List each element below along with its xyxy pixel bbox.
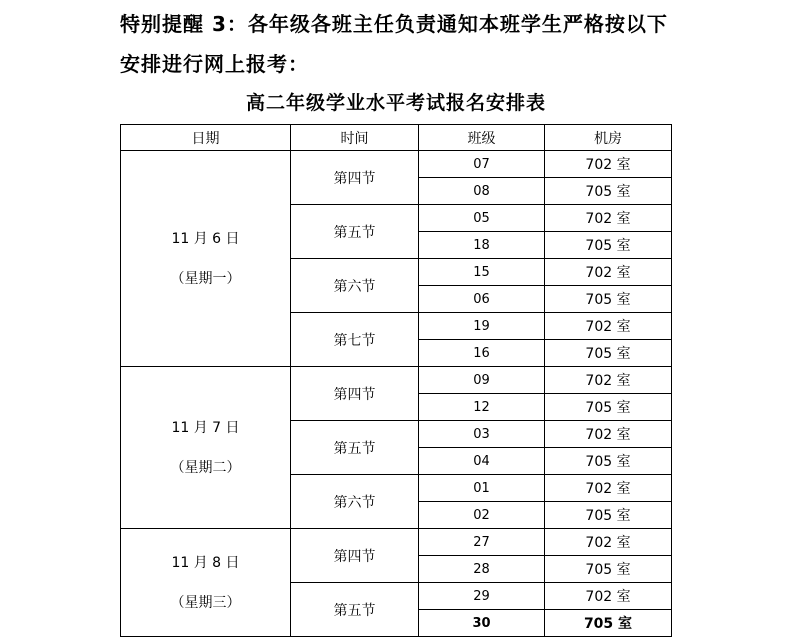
class-cell: 01 xyxy=(419,475,545,502)
class-cell: 18 xyxy=(419,232,545,259)
header-time: 时间 xyxy=(291,125,419,151)
room-cell: 705 室 xyxy=(545,610,672,637)
header-date: 日期 xyxy=(121,125,291,151)
room-cell: 705 室 xyxy=(545,502,672,529)
room-cell: 702 室 xyxy=(545,583,672,610)
period-cell: 第五节 xyxy=(291,421,419,475)
room-cell: 705 室 xyxy=(545,394,672,421)
table-row xyxy=(121,151,672,178)
class-cell: 12 xyxy=(419,394,545,421)
period-cell: 第四节 xyxy=(291,367,419,421)
class-cell: 04 xyxy=(419,448,545,475)
room-cell: 702 室 xyxy=(545,529,672,556)
room-cell: 702 室 xyxy=(545,313,672,340)
room-cell: 702 室 xyxy=(545,367,672,394)
period-cell: 第七节 xyxy=(291,313,419,367)
period-cell: 第六节 xyxy=(291,475,419,529)
room-cell: 702 室 xyxy=(545,259,672,286)
exam-schedule-table xyxy=(120,124,672,637)
date-cell xyxy=(121,151,291,367)
header-room: 机房 xyxy=(545,125,672,151)
room-cell: 705 室 xyxy=(545,178,672,205)
date-text: 11 月 6 日 xyxy=(171,230,240,247)
table-row xyxy=(121,529,672,556)
room-cell: 702 室 xyxy=(545,475,672,502)
notice-paragraph xyxy=(120,4,700,84)
class-cell: 08 xyxy=(419,178,545,205)
schedule-body xyxy=(121,151,672,637)
class-cell: 06 xyxy=(419,286,545,313)
class-cell: 02 xyxy=(419,502,545,529)
date-cell xyxy=(121,529,291,637)
class-cell: 07 xyxy=(419,151,545,178)
room-cell: 702 室 xyxy=(545,205,672,232)
date-text: 11 月 8 日 xyxy=(171,554,240,571)
period-cell: 第五节 xyxy=(291,205,419,259)
class-cell: 15 xyxy=(419,259,545,286)
class-cell: 30 xyxy=(419,610,545,637)
table-title: 高二年级学业水平考试报名安排表 xyxy=(245,92,546,114)
notice-line-1: 特别提醒 3：各年级各班主任负责通知本班学生严格按以下 xyxy=(120,12,668,36)
period-cell: 第四节 xyxy=(291,529,419,583)
class-cell: 03 xyxy=(419,421,545,448)
class-cell: 27 xyxy=(419,529,545,556)
room-cell: 705 室 xyxy=(545,340,672,367)
header-class: 班级 xyxy=(419,125,545,151)
period-cell: 第六节 xyxy=(291,259,419,313)
class-cell: 19 xyxy=(419,313,545,340)
header-row xyxy=(121,125,672,151)
class-cell: 29 xyxy=(419,583,545,610)
room-cell: 702 室 xyxy=(545,151,672,178)
room-cell: 705 室 xyxy=(545,556,672,583)
notice-line-2: 安排进行网上报考： xyxy=(120,52,309,76)
date-cell xyxy=(121,367,291,529)
class-cell: 28 xyxy=(419,556,545,583)
weekday-text: （星期一） xyxy=(170,270,241,287)
table-row xyxy=(121,367,672,394)
class-cell: 16 xyxy=(419,340,545,367)
room-cell: 705 室 xyxy=(545,448,672,475)
period-cell: 第五节 xyxy=(291,583,419,637)
date-text: 11 月 7 日 xyxy=(171,419,240,436)
period-cell: 第四节 xyxy=(291,151,419,205)
class-cell: 09 xyxy=(419,367,545,394)
room-cell: 705 室 xyxy=(545,232,672,259)
weekday-text: （星期二） xyxy=(170,459,241,476)
class-cell: 05 xyxy=(419,205,545,232)
room-cell: 705 室 xyxy=(545,286,672,313)
room-cell: 702 室 xyxy=(545,421,672,448)
weekday-text: （星期三） xyxy=(170,594,241,611)
